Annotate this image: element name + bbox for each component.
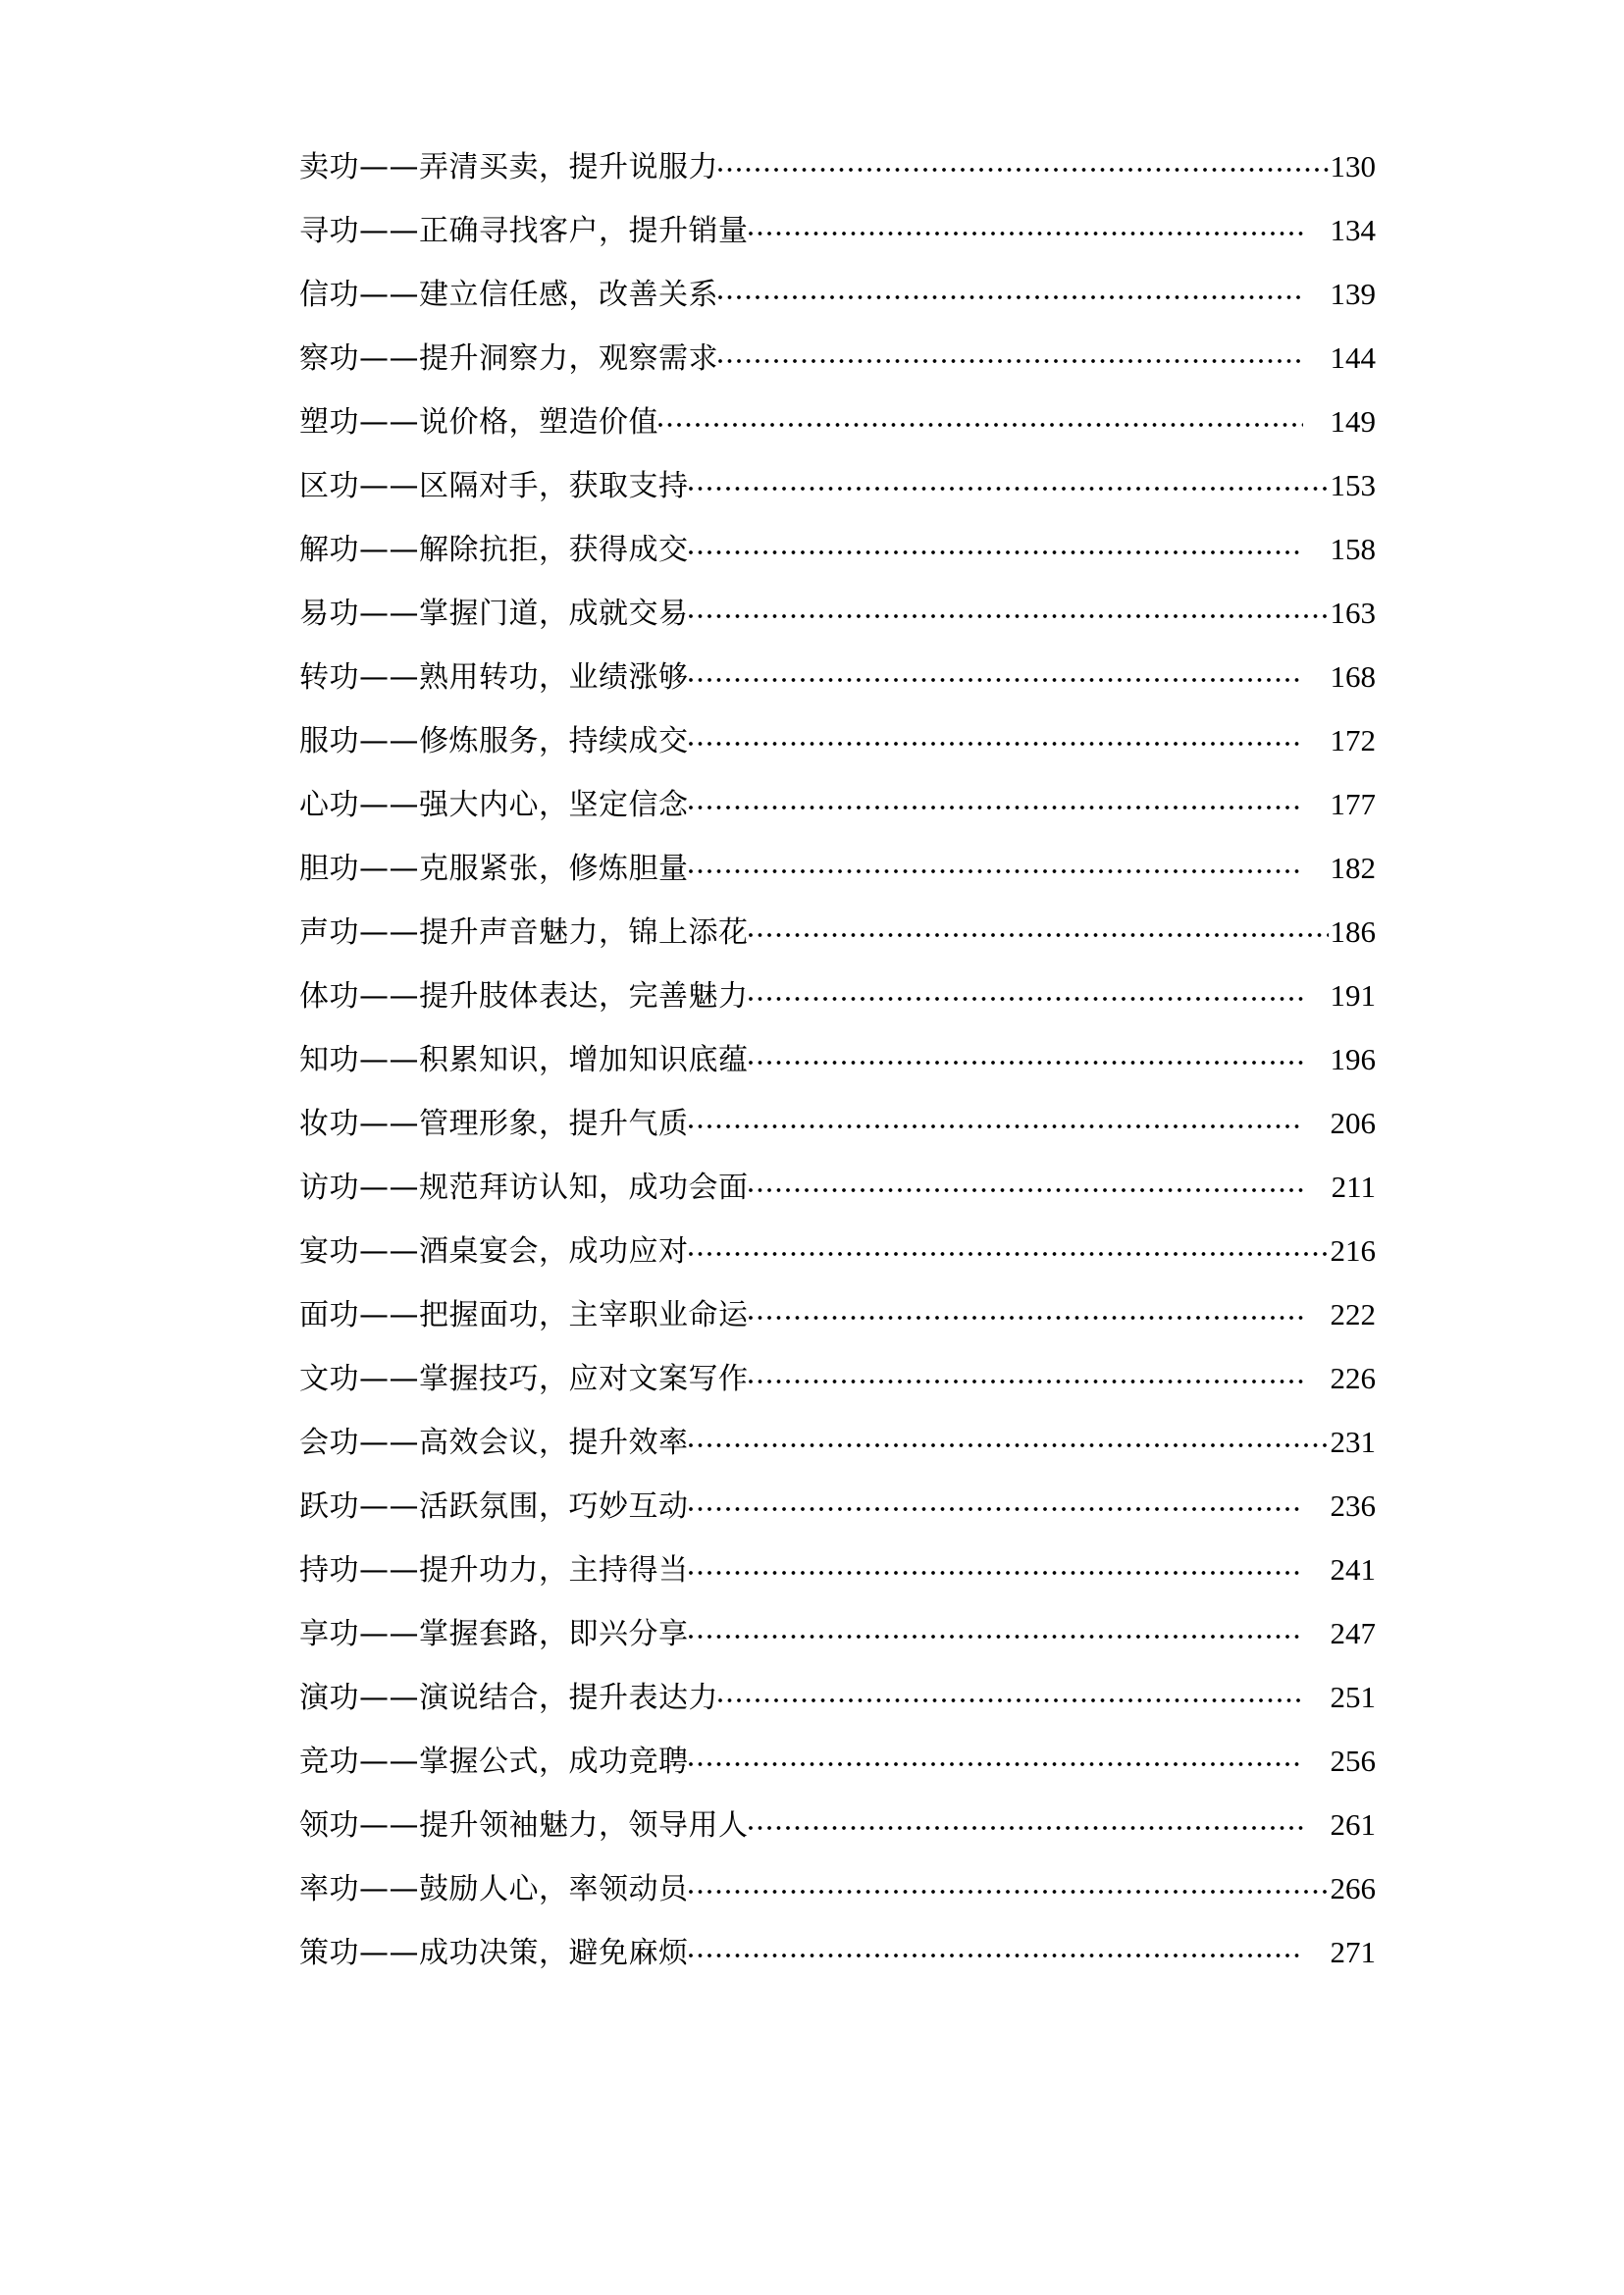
toc-entry-title: 妆功——管理形象，提升气质 xyxy=(299,1107,689,1141)
toc-entry-title: 持功——提升功力，主持得当 xyxy=(299,1553,689,1588)
toc-entry-page-number: 182 xyxy=(1330,851,1376,885)
toc-entry[interactable] xyxy=(299,1474,1376,1538)
toc-entry[interactable] xyxy=(299,198,1376,262)
toc-entry-title: 率功——鼓励人心，率领动员 xyxy=(299,1872,689,1906)
toc-entry-title: 察功——提升洞察力，观察需求 xyxy=(299,341,718,376)
toc-entry-title: 卖功——弄清买卖，提升说服力 xyxy=(299,150,718,184)
toc-entry-title: 享功——掌握套路，即兴分享 xyxy=(299,1617,689,1651)
dot-leader xyxy=(749,1309,1304,1325)
dot-leader xyxy=(749,1819,1304,1835)
toc-entry-title: 知功——积累知识，增加知识底蕴 xyxy=(299,1043,749,1077)
toc-entry[interactable] xyxy=(299,1282,1376,1346)
toc-entry-title: 访功——规范拜访认知，成功会面 xyxy=(299,1171,749,1205)
toc-entry-title: 寻功——正确寻找客户，提升销量 xyxy=(299,214,749,248)
toc-entry-title: 跃功——活跃氛围，巧妙互动 xyxy=(299,1489,689,1524)
toc-entry[interactable] xyxy=(299,1920,1376,1984)
dot-leader xyxy=(689,1883,1329,1899)
toc-entry-title: 易功——掌握门道，成就交易 xyxy=(299,597,689,631)
toc-entry-title: 体功——提升肢体表达，完善魅力 xyxy=(299,979,749,1014)
toc-entry[interactable] xyxy=(299,453,1376,517)
toc-entry-page-number: 149 xyxy=(1330,404,1376,439)
toc-entry-title: 宴功——酒桌宴会，成功应对 xyxy=(299,1234,689,1269)
dot-leader xyxy=(689,1947,1304,1962)
toc-entry-page-number: 153 xyxy=(1330,468,1376,502)
dot-leader xyxy=(749,1373,1304,1388)
toc-entry[interactable] xyxy=(299,964,1376,1027)
dot-leader xyxy=(718,1692,1303,1707)
toc-entry[interactable] xyxy=(299,1856,1376,1920)
toc-entry[interactable] xyxy=(299,517,1376,581)
toc-entry-page-number: 241 xyxy=(1330,1552,1376,1587)
toc-entry-page-number: 222 xyxy=(1330,1297,1376,1331)
toc-entry[interactable] xyxy=(299,1091,1376,1155)
toc-entry-title: 会功——高效会议，提升效率 xyxy=(299,1426,689,1460)
toc-entry-title: 服功——修炼服务，持续成交 xyxy=(299,724,689,758)
toc-entry-page-number: 158 xyxy=(1330,532,1376,566)
dot-leader xyxy=(689,799,1304,814)
toc-entry[interactable] xyxy=(299,1155,1376,1219)
toc-entry-page-number: 134 xyxy=(1330,213,1376,247)
toc-entry-page-number: 139 xyxy=(1330,277,1376,311)
toc-entry[interactable] xyxy=(299,326,1376,390)
toc-entry-title: 塑功——说价格，塑造价值 xyxy=(299,405,658,440)
toc-entry-page-number: 172 xyxy=(1330,723,1376,757)
dot-leader xyxy=(689,735,1304,751)
dot-leader xyxy=(689,1564,1304,1580)
toc-entry[interactable] xyxy=(299,1729,1376,1793)
toc-entry[interactable] xyxy=(299,708,1376,772)
table-of-contents xyxy=(299,134,1376,1984)
dot-leader xyxy=(689,1755,1304,1771)
toc-entry-title: 面功——把握面功，主宰职业命运 xyxy=(299,1298,749,1332)
toc-entry-page-number: 177 xyxy=(1330,787,1376,821)
dot-leader xyxy=(689,1628,1304,1643)
dot-leader xyxy=(718,161,1329,177)
toc-entry-page-number: 144 xyxy=(1330,340,1376,375)
dot-leader xyxy=(689,607,1329,623)
toc-entry-page-number: 236 xyxy=(1330,1488,1376,1523)
toc-entry[interactable] xyxy=(299,1793,1376,1856)
toc-entry-page-number: 130 xyxy=(1330,149,1376,183)
dot-leader xyxy=(689,862,1304,878)
dot-leader xyxy=(749,225,1304,240)
toc-entry-page-number: 186 xyxy=(1330,914,1376,949)
toc-entry-page-number: 211 xyxy=(1331,1170,1376,1204)
toc-entry[interactable] xyxy=(299,1219,1376,1282)
toc-entry-page-number: 231 xyxy=(1330,1425,1376,1459)
toc-entry[interactable] xyxy=(299,1346,1376,1410)
toc-entry-title: 演功——演说结合，提升表达力 xyxy=(299,1681,718,1715)
dot-leader xyxy=(749,1181,1304,1197)
toc-entry[interactable] xyxy=(299,1538,1376,1601)
dot-leader xyxy=(689,1436,1329,1452)
toc-entry-page-number: 247 xyxy=(1330,1616,1376,1650)
toc-entry-title: 心功——强大内心，坚定信念 xyxy=(299,788,689,822)
dot-leader xyxy=(718,288,1303,304)
toc-entry-title: 领功——提升领袖魅力，领导用人 xyxy=(299,1808,749,1843)
toc-entry-page-number: 266 xyxy=(1330,1871,1376,1905)
dot-leader xyxy=(749,1054,1304,1069)
dot-leader xyxy=(718,352,1303,368)
toc-entry-title: 区功——区隔对手，获取支持 xyxy=(299,469,689,503)
dot-leader xyxy=(658,416,1303,432)
toc-entry-page-number: 216 xyxy=(1330,1233,1376,1268)
toc-entry[interactable] xyxy=(299,772,1376,836)
dot-leader xyxy=(749,990,1304,1006)
toc-entry[interactable] xyxy=(299,1410,1376,1474)
toc-entry-page-number: 206 xyxy=(1330,1106,1376,1140)
toc-entry-title: 解功——解除抗拒，获得成交 xyxy=(299,533,689,567)
toc-entry[interactable] xyxy=(299,134,1376,198)
toc-entry[interactable] xyxy=(299,390,1376,453)
dot-leader xyxy=(689,1500,1304,1516)
toc-entry-page-number: 271 xyxy=(1330,1935,1376,1969)
toc-entry[interactable] xyxy=(299,262,1376,326)
toc-entry-page-number: 226 xyxy=(1330,1361,1376,1395)
toc-entry[interactable] xyxy=(299,581,1376,645)
toc-entry-title: 转功——熟用转功，业绩涨够 xyxy=(299,660,689,695)
dot-leader xyxy=(689,1245,1329,1261)
toc-entry[interactable] xyxy=(299,1027,1376,1091)
dot-leader xyxy=(749,926,1329,942)
toc-entry[interactable] xyxy=(299,1601,1376,1665)
toc-entry-page-number: 196 xyxy=(1330,1042,1376,1076)
toc-entry-page-number: 251 xyxy=(1330,1680,1376,1714)
toc-entry-title: 竞功——掌握公式，成功竞聘 xyxy=(299,1745,689,1779)
toc-entry-title: 文功——掌握技巧，应对文案写作 xyxy=(299,1362,749,1396)
toc-entry-title: 信功——建立信任感，改善关系 xyxy=(299,278,718,312)
toc-entry-page-number: 256 xyxy=(1330,1744,1376,1778)
toc-entry[interactable] xyxy=(299,836,1376,900)
toc-entry[interactable] xyxy=(299,645,1376,708)
dot-leader xyxy=(689,671,1304,687)
toc-entry-title: 策功——成功决策，避免麻烦 xyxy=(299,1936,689,1970)
toc-entry-page-number: 168 xyxy=(1330,659,1376,694)
dot-leader xyxy=(689,544,1304,559)
toc-entry-page-number: 261 xyxy=(1330,1807,1376,1842)
dot-leader xyxy=(689,480,1329,496)
dot-leader xyxy=(689,1118,1304,1133)
toc-entry[interactable] xyxy=(299,900,1376,964)
toc-entry[interactable] xyxy=(299,1665,1376,1729)
toc-entry-page-number: 163 xyxy=(1330,596,1376,630)
toc-entry-title: 胆功——克服紧张，修炼胆量 xyxy=(299,852,689,886)
toc-entry-title: 声功——提升声音魅力，锦上添花 xyxy=(299,915,749,950)
toc-entry-page-number: 191 xyxy=(1330,978,1376,1013)
